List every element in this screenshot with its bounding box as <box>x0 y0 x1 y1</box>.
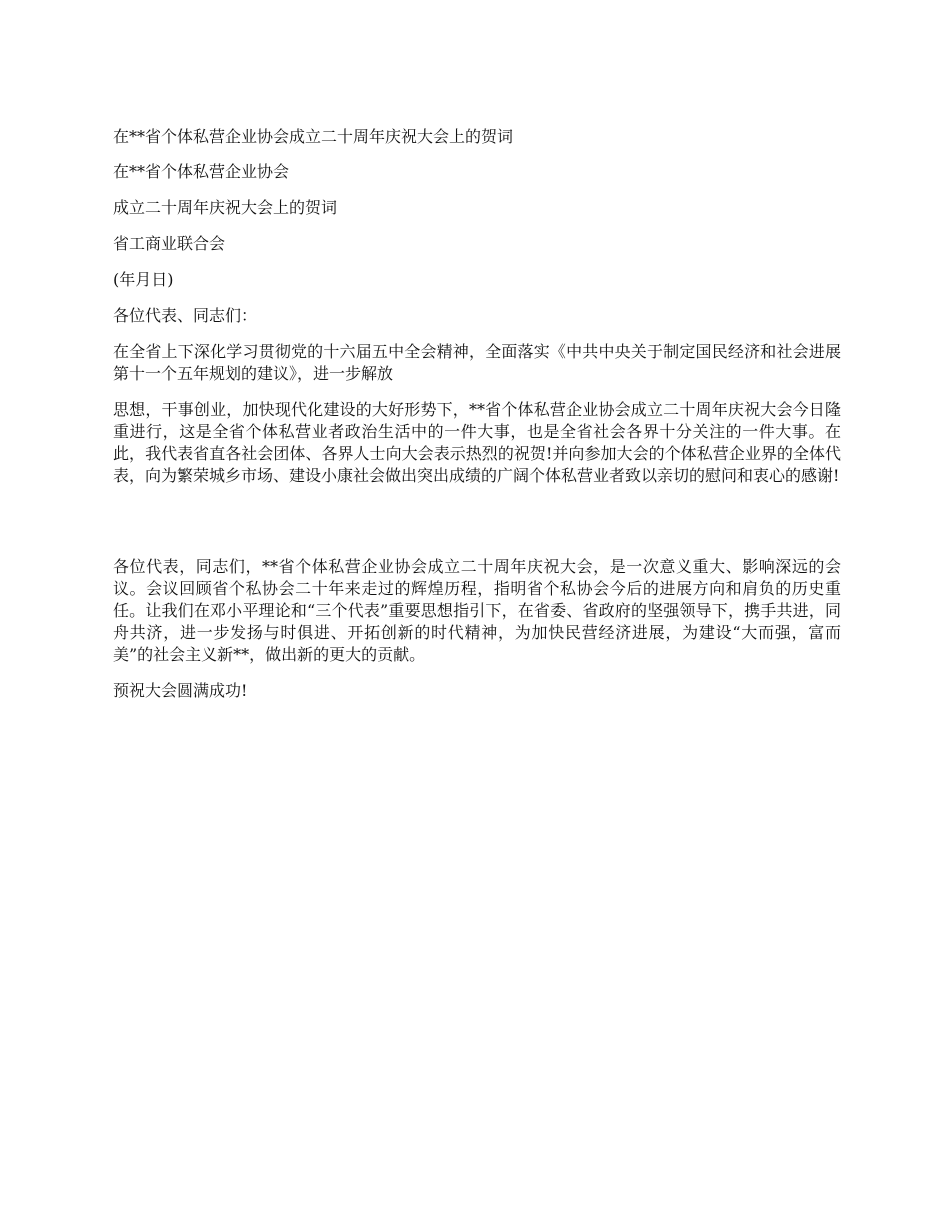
heading-line-2: 成立二十周年庆祝大会上的贺词 <box>113 198 338 217</box>
document-page <box>113 126 841 716</box>
document-title: 在**省个体私营企业协会成立二十周年庆祝大会上的贺词 <box>113 127 514 146</box>
salutation: 各位代表、同志们： <box>113 306 258 325</box>
author-line: 省工商业联合会 <box>113 234 226 253</box>
body-paragraph-3: 各位代表，同志们，**省个体私营企业协会成立二十周年庆祝大会，是一次意义重大、影响深远的会议。会议回顾省个私协会二十年来走过的辉煌历程，指明省个私协会今后的进展方向和肩负的历史重任。让我们在邓小平理论和“三个代表”重要思想指引下，在省委、省政府的坚强领导下，携手共进，同舟共济，进一步发扬与时俱进、开拓创新的时代精神，为加快民营经济进展，为建设“大而强，富而美”的社会主义新**，做出新的更大的贡献。 <box>113 557 841 664</box>
date-line: (年月日) <box>113 270 174 289</box>
body-paragraph-2: 思想，干事创业，加快现代化建设的大好形势下，**省个体私营企业协会成立二十周年庆祝大会今日隆重进行，这是全省个体私营业者政治生活中的一件大事，也是全省社会各界十分关注的一件大事。在此，我代表省直各社会团体、各界人士向大会表示热烈的祝贺!并向参加大会的个体私营企业界的全体代表，向为繁荣城乡市场、建设小康社会做出突出成绩的广阔个体私营业者致以亲切的慰问和衷心的感谢! <box>113 400 841 485</box>
blank-space <box>113 501 841 556</box>
body-paragraph-1: 在全省上下深化学习贯彻党的十六届五中全会精神，全面落实《中共中央关于制定国民经济和社会进展第十一个五年规划的建议》，进一步解放 <box>113 342 841 383</box>
heading-line-1: 在**省个体私营企业协会 <box>113 162 290 181</box>
closing-line: 预祝大会圆满成功! <box>113 681 248 700</box>
